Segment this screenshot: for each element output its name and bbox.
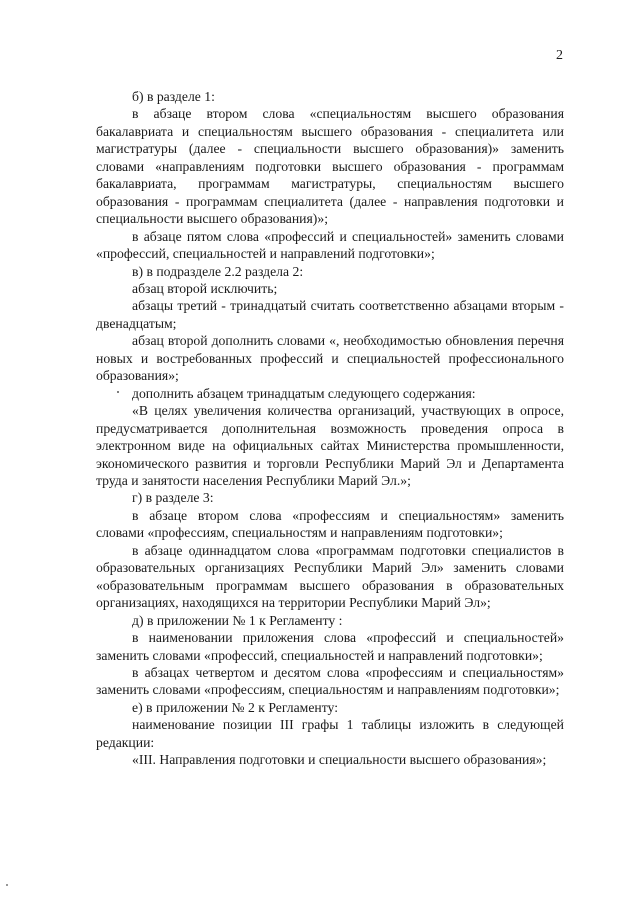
- paragraph-appendix-2: е) в приложении № 2 к Регламенту:: [132, 699, 338, 715]
- paragraph-section-1: б) в разделе 1:: [132, 89, 215, 104]
- paragraph-amendment: в абзаце втором слова «профессиям и специальностям» заменить словами «профессиям, специальностям и направлениям подготовки»;: [96, 507, 564, 541]
- paragraph-amendment: в абзаце одиннадцатом слова «программам подготовки специалистов в образовательных организациях Республики Марий Эл» заменить словами «образовательным программам высшего образования в образовательных организациях, находящихся на территории Республики Марий Эл»;: [96, 542, 564, 611]
- paragraph-amendment: в абзаце втором слова «специальностям высшего образования бакалавриата и специальностям высшего образования - специалитета или магистратуры (далее - специальности высшего образования)» заменить словами «направлениям подготовки высшего образования - программам бакалавриата, программам магистратуры, специальностям высшего образования - программам специалитета (далее - направления подготовки и специальности высшего образования)»;: [96, 106, 564, 227]
- paragraph-amendment: в наименовании приложения слова «профессий и специальностей» заменить словами «профессий, специальностей и направлений подготовки»;: [96, 630, 564, 663]
- paragraph-amendment: абзац второй дополнить словами «, необходимостью обновления перечня новых и востребованных профессий и специальностей профессионального образования»;: [96, 333, 564, 384]
- paragraph-section-3: г) в разделе 3:: [132, 490, 214, 506]
- paragraph-amendment: абзацы третий - тринадцатый считать соответственно абзацами вторым - двенадцатым;: [96, 298, 564, 331]
- paragraph-quoted-text: «III. Направления подготовки и специальности высшего образования»;: [132, 752, 547, 768]
- paragraph-appendix-1: д) в приложении № 1 к Регламенту :: [132, 612, 343, 628]
- paragraph-amendment: дополнить абзацем тринадцатым следующего содержания:: [132, 385, 476, 401]
- paragraph-amendment: в абзацах четвертом и десятом слова «профессиям и специальностям» заменить словами «профессиям, специальностям и направлениям подготовки»;: [96, 664, 564, 698]
- paragraph-subsection-2-2: в) в подразделе 2.2 раздела 2:: [132, 263, 304, 279]
- paragraph-amendment: наименование позиции III графы 1 таблицы изложить в следующей редакции:: [96, 717, 564, 750]
- page-number: 2: [556, 48, 563, 63]
- document-body: [96, 88, 564, 769]
- paragraph-quoted-text: «В целях увеличения количества организаций, участвующих в опросе, предусматривается дополнительная возможность проведения опроса в электронном виде на официальных сайтах Министерства промышленности, экономического развития и торговли Республики Марий Эл и Департамента труда и занятости населения Республики Марий Эл.»;: [96, 403, 564, 488]
- paragraph-amendment: в абзаце пятом слова «профессий и специальностей» заменить словами «профессий, специальностей и направлений подготовки»;: [96, 228, 564, 262]
- scan-speck: [6, 884, 8, 886]
- paragraph-amendment: абзац второй исключить;: [132, 280, 278, 296]
